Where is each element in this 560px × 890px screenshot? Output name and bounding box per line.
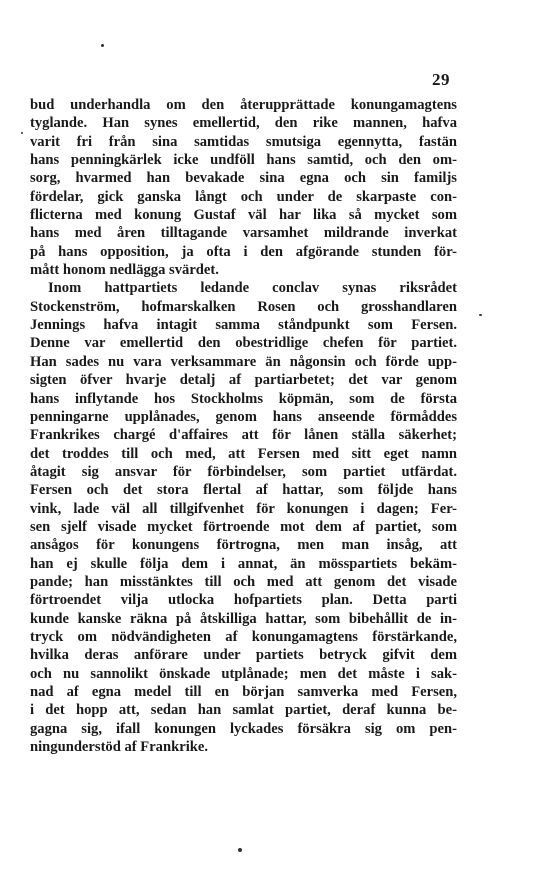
text-line: flicterna med konung Gustaf väl har lika så mycket som	[30, 207, 457, 224]
text-line: hans inflytande hos Stockholms köpmän, som de första	[30, 390, 457, 407]
text-line: sigten öfver hvarje detalj af partiarbetet; det var genom	[30, 372, 457, 389]
text-line: det troddes till och med, att Fersen med sitt eget namn	[30, 445, 457, 462]
text-line: Fersen och det stora flertal af hattar, som följde hans	[30, 482, 457, 499]
text-line: åtagit sig ansvar för förbindelser, som partiet utfärdat.	[30, 463, 457, 480]
text-line: bud underhandla om den återupprättade konungamagtens	[30, 97, 457, 113]
body-text	[30, 96, 457, 756]
paragraph-end-line: mått honom nedlägga svärdet.	[30, 262, 219, 279]
text-line: fördelar, gick ganska långt och under de skarpaste con-	[30, 188, 457, 205]
paragraph-end-line: ningunderstöd af Frankrike.	[30, 739, 208, 756]
text-line: tryck om nödvändigheten af konungamagtens förstärkande,	[30, 628, 457, 645]
text-line: Jennings hafva intagit samma ståndpunkt som Fersen.	[30, 317, 457, 334]
ink-speck-top	[101, 44, 104, 47]
text-line: vink, lade väl all tillgifvenhet för konungen i dagen; Fer-	[30, 500, 457, 517]
text-line: Frankrikes chargé d'affaires att för lånen ställa säkerhet;	[30, 427, 457, 444]
text-line: sorg, hvarmed han bevakade sina egna och sin familjs	[30, 170, 457, 187]
text-line: tyglande. Han synes emellertid, den rike mannen, hafva	[30, 115, 457, 132]
text-line: varit fri från sina samtidas smutsiga egennytta, fastän	[30, 133, 457, 150]
text-line: Stockenström, hofmarskalken Rosen och grosshandlaren	[30, 298, 457, 315]
text-line: sen sjelf visade mycket förtroende mot dem af partiet, som	[30, 518, 457, 535]
ink-speck-margin	[21, 132, 23, 134]
text-line: pande; han misstänktes till och med att genom det visade	[30, 573, 457, 590]
page-number: 29	[432, 70, 450, 89]
paragraph-first-line: Inom hattpartiets ledande conclav synas riksrådet	[48, 280, 457, 297]
text-line: hans med åren tilltagande varsamhet mildrande inverkat	[30, 225, 457, 242]
text-line: han ej skulle följa dem i annat, än mösspartiets bekäm-	[30, 555, 457, 572]
text-line: kunde kanske räkna på åtskilliga hattar, som bibehållit de in-	[30, 610, 457, 627]
text-line: penningarne upplånades, genom hans anseende förmåddes	[30, 408, 457, 425]
text-line: Han sades nu vara verksammare än någonsin och förde upp-	[30, 353, 457, 370]
text-line: förtroendet vilja utlocka hofpartiets plan. Detta parti	[30, 592, 457, 609]
text-line: nad af egna medel till en början samverka med Fersen,	[30, 684, 457, 700]
text-line: hans penningkärlek icke undföll hans samtid, och den om-	[30, 152, 457, 169]
text-line: ansågos för konungens förtrogna, men man insåg, att	[30, 537, 457, 554]
text-line: gagna sig, ifall konungen lyckades försäkra sig om pen-	[30, 720, 457, 737]
ink-speck-bottom	[238, 848, 242, 852]
text-line: och nu sannolikt önskade utplånade; men det måste i sak-	[30, 665, 457, 682]
text-line: på hans opposition, ja ofta i den afgörande stunden för-	[30, 243, 457, 260]
text-line: hvilka deras anförare under partiets betryck gifvit dem	[30, 647, 457, 664]
text-line: i det hopp att, sedan han samlat partiet, deraf kunna be-	[30, 702, 457, 719]
ink-speck-right	[479, 314, 482, 316]
text-line: Denne var emellertid den obestridlige chefen för partiet.	[30, 335, 457, 352]
